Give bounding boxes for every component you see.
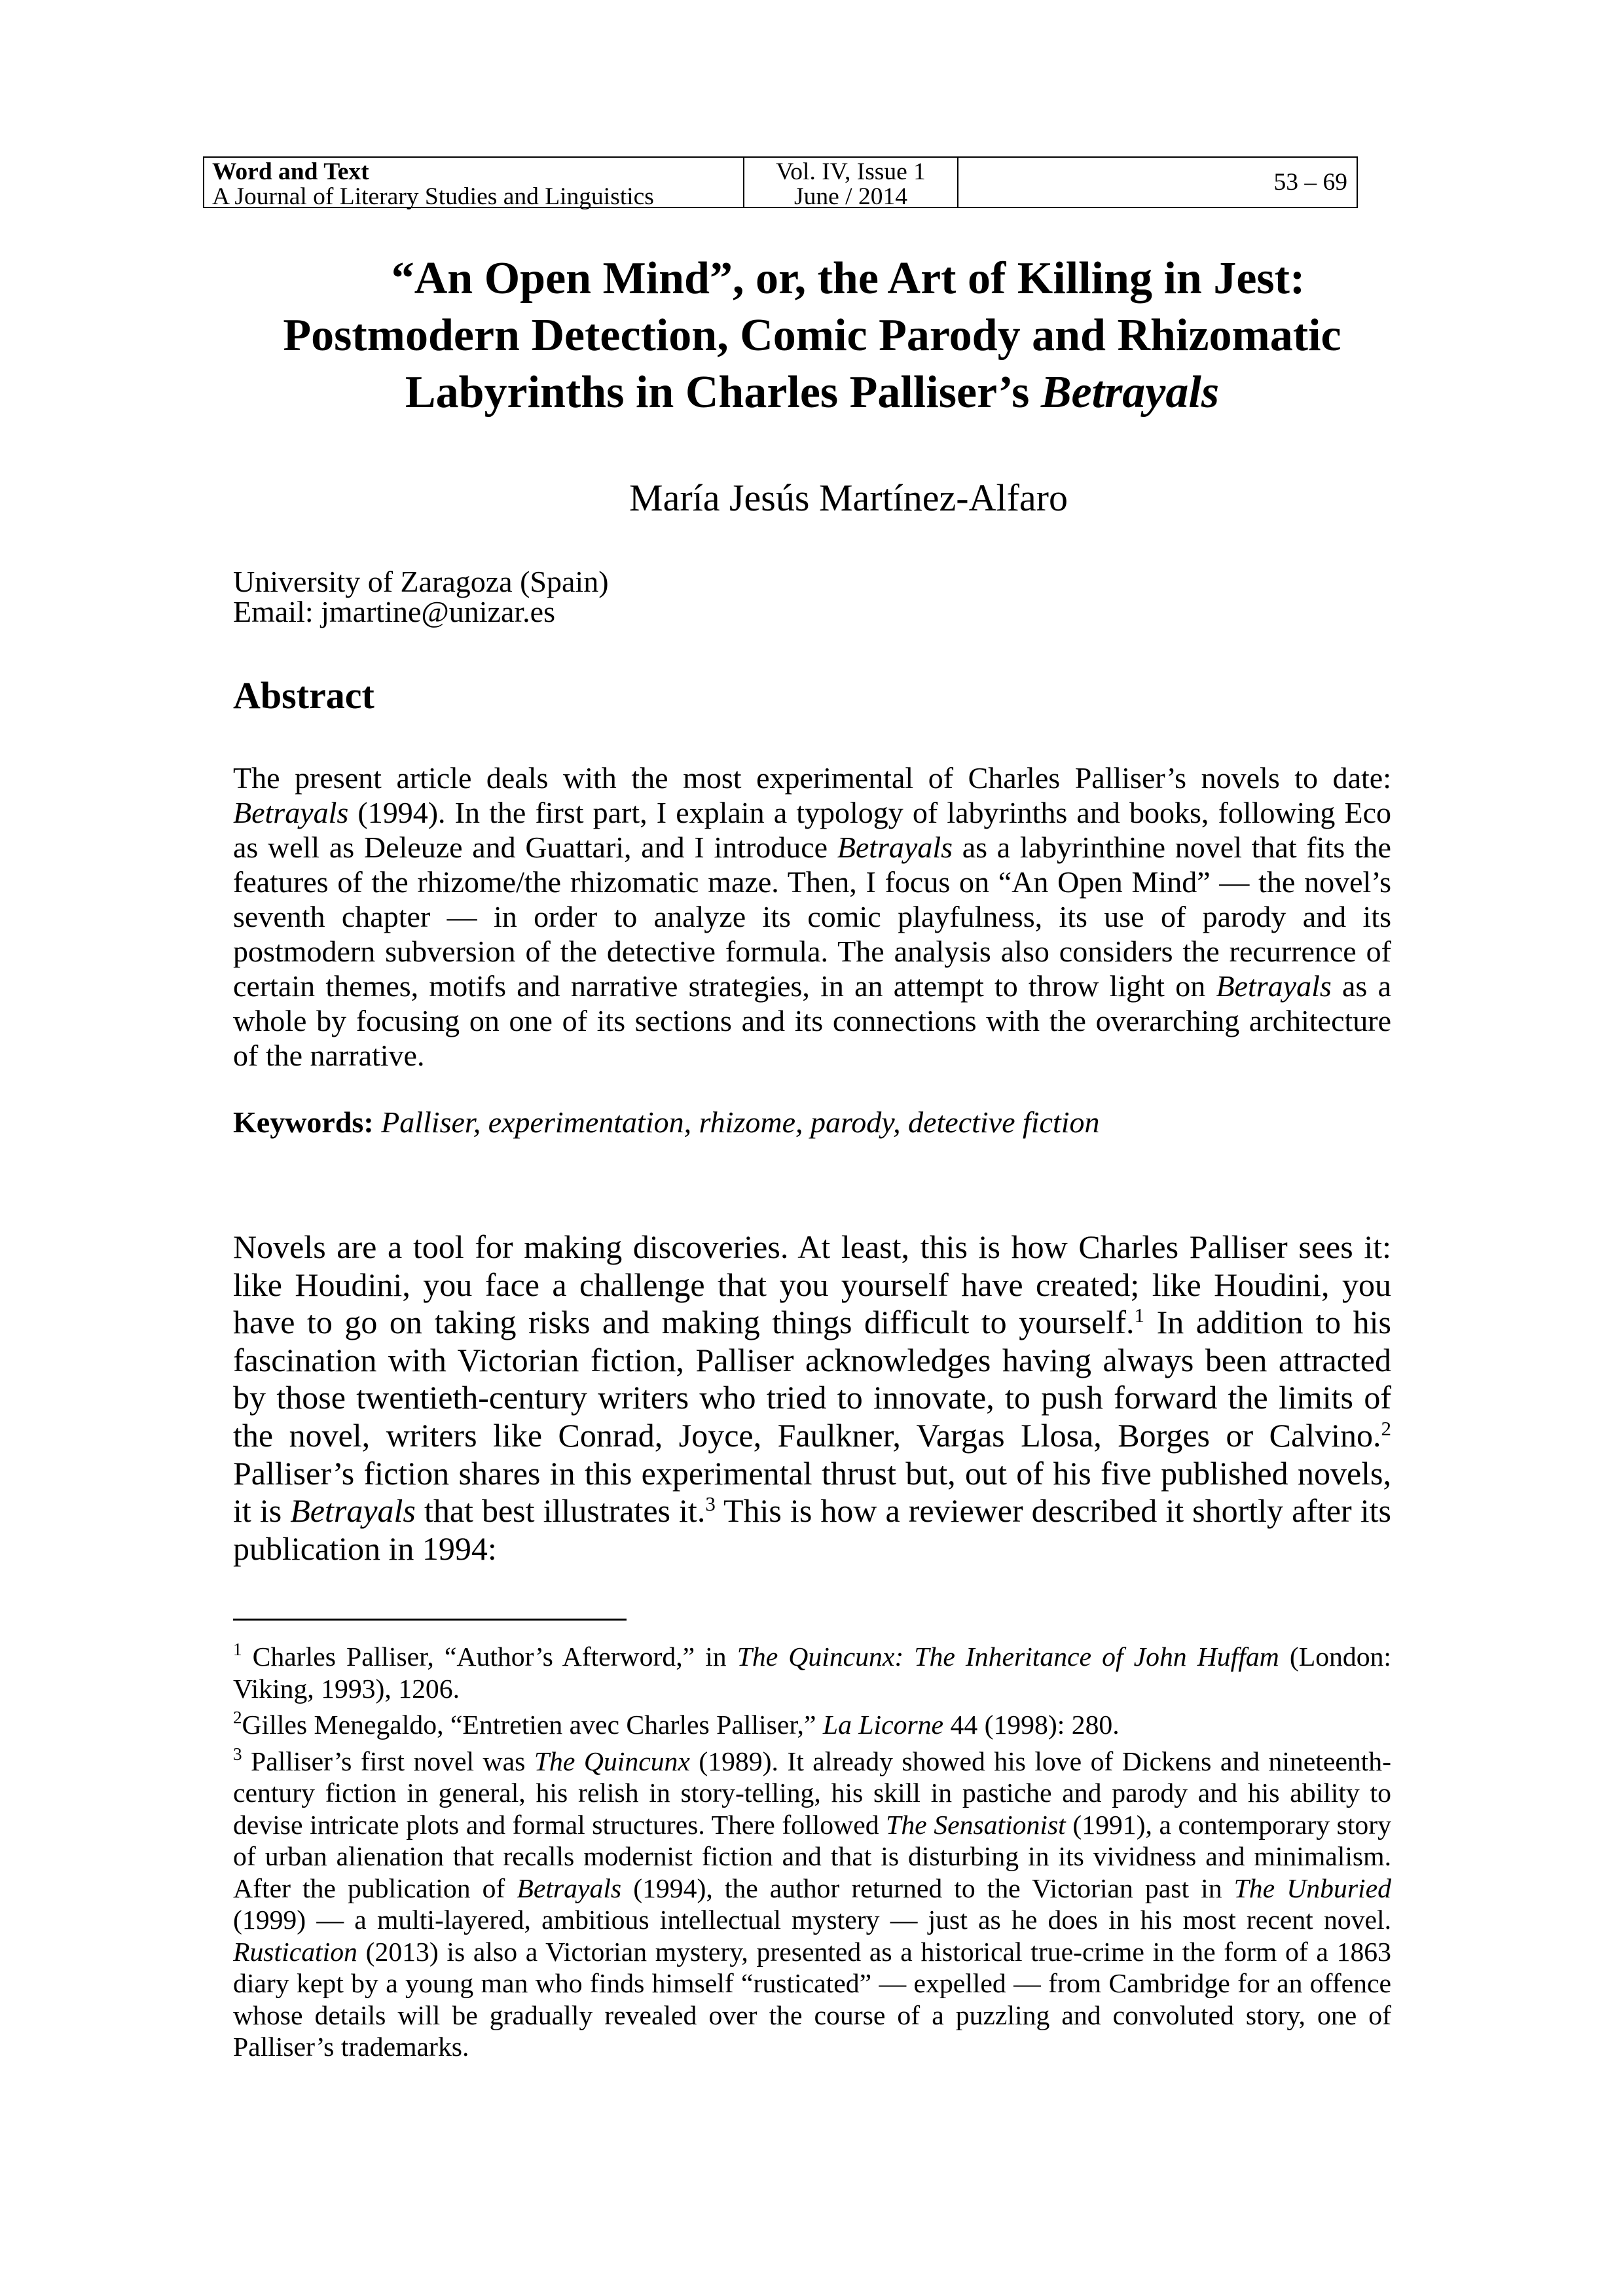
- text-run: Novels are a tool for making discoveries. At least, this is how Charles Palliser sees it: like Houdini, you face a challenge that you yourself have created; like Houdini, you have to go on taking risks and making things difficult to yourself.: [233, 1229, 1391, 1341]
- text-run: This is how a reviewer described it shortly after its publication in 1994:: [233, 1492, 1391, 1567]
- italic-title: Betrayals: [290, 1492, 416, 1530]
- text-run: (1999) — a multi-layered, ambitious intellectual mystery — just as he does in his most recent novel.: [233, 1905, 1391, 1935]
- abstract-heading: Abstract: [233, 674, 374, 717]
- text-run: (2013) is also a Victorian mystery, presented as a historical true-crime in the form of a 1863 diary kept by a young man who finds himself “rusticated” — expelled — from Cambridge for an offence whose details will be gradually revealed over the course of a puzzling and convoluted story, one of Palliser’s trademarks.: [233, 1937, 1391, 2062]
- footnotes: [233, 1641, 1391, 2068]
- italic-title: The Quincunx: [534, 1746, 690, 1777]
- italic-title: Betrayals: [837, 831, 953, 864]
- title-line-2: Postmodern Detection, Comic Parody and Rhizomatic: [283, 310, 1341, 361]
- keywords-list: Palliser, experimentation, rhizome, parody, detective fiction: [381, 1105, 1100, 1139]
- text-run: Palliser’s fiction shares in this experimental thrust but, out of his five published novels, it is: [233, 1454, 1391, 1530]
- text-run: (1994), the author returned to the Victorian past in: [621, 1873, 1234, 1904]
- keywords-label: Keywords:: [233, 1105, 374, 1139]
- issue-info-cell: [744, 158, 958, 210]
- text-run: (1989). It already showed his love of Dickens and nineteenth-century fiction in general, his relish in story-telling, his skill in pastiche and parody and his ability to devise intricate plots and formal structures. There followed: [233, 1746, 1391, 1840]
- italic-title: Betrayals: [1216, 969, 1332, 1003]
- text-run: 44 (1998): 280.: [943, 1710, 1120, 1740]
- footnote-3: [233, 1746, 1391, 2064]
- italic-title: The Quincunx: The Inheritance of John Huffam: [737, 1642, 1279, 1672]
- author-email[interactable]: Email: jmartine@unizar.es: [233, 595, 555, 628]
- footnote-2: [233, 1707, 1391, 1742]
- journal-subtitle: A Journal of Literary Studies and Linguistics: [212, 183, 654, 210]
- title-line-3-text: Labyrinths in Charles Palliser’s: [405, 367, 1041, 418]
- journal-info-cell: [204, 158, 744, 210]
- text-run: (1991), a contemporary story of urban alienation that recalls modernist fiction and that is disturbing in its vividness and minimalism. After the publication of: [233, 1810, 1391, 1904]
- pages-cell: [958, 158, 1357, 207]
- abstract-text: [233, 761, 1391, 1073]
- text-run: Gilles Menegaldo, “Entretien avec Charles Palliser,”: [242, 1710, 823, 1740]
- text-run: Charles Palliser, “Author’s Afterword,” in: [242, 1642, 737, 1672]
- text-run: as a labyrinthine novel that fits the features of the rhizome/the rhizomatic maze. Then, I focus on “An Open Mind” — the novel’s seventh chapter — in order to analyze its comic playfulness, its use of parody and its postmodern subversion of the detective formula. The analysis also considers the recurrence of certain themes, motifs and narrative strategies, in an attempt to throw light on: [233, 831, 1391, 1003]
- italic-title: La Licorne: [822, 1710, 944, 1740]
- italic-title: Betrayals: [517, 1873, 622, 1904]
- text-run: (London: Viking, 1993), 1206.: [233, 1642, 1391, 1704]
- page-range: 53 – 69: [1273, 168, 1347, 196]
- author-affiliation-block: [233, 567, 609, 627]
- footnote-1: [233, 1641, 1391, 1705]
- footnote-ref[interactable]: 1: [1134, 1304, 1145, 1327]
- title-line-3: [233, 364, 1391, 421]
- title-line-1: “An Open Mind”, or, the Art of Killing in Jest:: [391, 253, 1305, 304]
- footnote-ref[interactable]: 2: [1381, 1416, 1391, 1440]
- body-paragraph: [233, 1229, 1391, 1568]
- journal-name: Word and Text: [212, 158, 369, 185]
- footnote-number: 1: [233, 1639, 242, 1659]
- article-title: [233, 250, 1391, 421]
- text-run: In addition to his fascination with Victorian fiction, Palliser acknowledges having always been attracted by those twentieth-century writers who tried to innovate, to push forward the limits of the novel, writers like Conrad, Joyce, Faulkner, Vargas Llosa, Borges or Calvino.: [233, 1304, 1391, 1454]
- footnote-number: 2: [233, 1707, 242, 1727]
- italic-title: The Sensationist: [886, 1810, 1066, 1840]
- journal-header-table: [203, 156, 1358, 208]
- text-run: (1994). In the first part, I explain a typology of labyrinths and books, following Eco as well as Deleuze and Guattari, and I introduce: [233, 796, 1391, 864]
- italic-title: Rustication: [233, 1937, 357, 1967]
- italic-title: The Unburied: [1233, 1873, 1391, 1904]
- footnote-number: 3: [233, 1744, 242, 1764]
- footnote-ref[interactable]: 3: [705, 1492, 716, 1516]
- text-run: as a whole by focusing on one of its sections and its connections with the overarching architecture of the narrative.: [233, 969, 1391, 1072]
- author-name: María Jesús Martínez-Alfaro: [629, 476, 1068, 519]
- text-run: that best illustrates it.: [415, 1492, 706, 1530]
- affiliation: University of Zaragoza (Spain): [233, 565, 609, 598]
- volume-issue: Vol. IV, Issue 1: [776, 158, 926, 185]
- text-run: Palliser’s first novel was: [242, 1746, 534, 1777]
- text-run: The present article deals with the most experimental of Charles Palliser’s novels to date:: [233, 761, 1391, 795]
- italic-title: Betrayals: [233, 796, 349, 829]
- footnote-separator: [233, 1619, 627, 1621]
- keywords-line: [233, 1105, 1100, 1139]
- title-book-name: Betrayals: [1040, 367, 1220, 418]
- issue-date: June / 2014: [794, 183, 907, 210]
